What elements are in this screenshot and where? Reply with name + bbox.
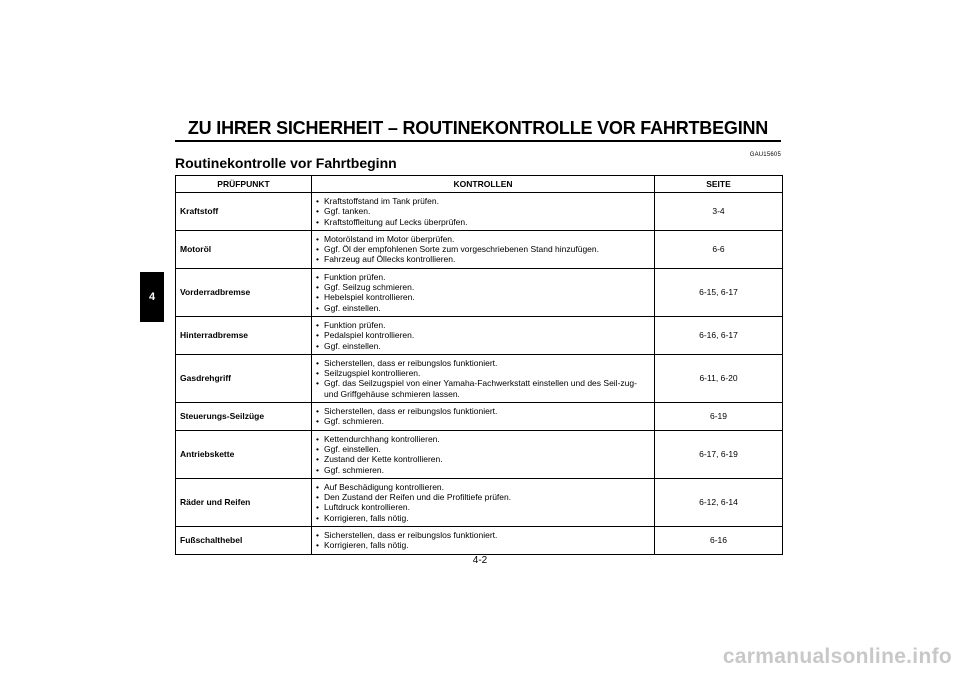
table-header-row	[176, 176, 783, 193]
check-instructions	[312, 268, 655, 316]
table-body	[176, 193, 783, 555]
list-item: • Kettendurchhang kontrollieren.	[316, 434, 650, 444]
page-reference: 6-15, 6-17	[655, 268, 783, 316]
table-row	[176, 316, 783, 354]
list-item: • Sicherstellen, dass er reibungslos funktioniert.	[316, 358, 650, 368]
list-item: • Ggf. tanken.	[316, 206, 650, 216]
list-item: • Pedalspiel kontrollieren.	[316, 330, 650, 340]
check-instructions	[312, 230, 655, 268]
list-item: • Kraftstoffleitung auf Lecks überprüfen.	[316, 217, 650, 227]
list-item: • Funktion prüfen.	[316, 320, 650, 330]
column-header-page: SEITE	[655, 176, 783, 193]
table-row	[176, 193, 783, 231]
instruction-list	[316, 234, 650, 265]
page-reference: 6-17, 6-19	[655, 430, 783, 478]
check-item: Gasdrehgriff	[176, 354, 312, 402]
page-reference: 3-4	[655, 193, 783, 231]
check-instructions	[312, 403, 655, 431]
instruction-list	[316, 320, 650, 351]
list-item: • Luftdruck kontrollieren.	[316, 502, 650, 512]
check-item: Hinterradbremse	[176, 316, 312, 354]
instruction-list	[316, 530, 650, 551]
list-item: • Ggf. schmieren.	[316, 465, 650, 475]
list-item: • Ggf. Seilzug schmieren.	[316, 282, 650, 292]
page-reference: 6-12, 6-14	[655, 478, 783, 526]
instruction-list	[316, 406, 650, 427]
instruction-list	[316, 482, 650, 523]
table-row	[176, 478, 783, 526]
check-item: Steuerungs-Seilzüge	[176, 403, 312, 431]
list-item: • Funktion prüfen.	[316, 272, 650, 282]
list-item: • Den Zustand der Reifen und die Profiltiefe prüfen.	[316, 492, 650, 502]
page-reference: 6-11, 6-20	[655, 354, 783, 402]
list-item: • Ggf. einstellen.	[316, 341, 650, 351]
check-instructions	[312, 316, 655, 354]
section-heading: Routinekontrolle vor Fahrtbeginn	[175, 155, 397, 171]
check-item: Antriebskette	[176, 430, 312, 478]
list-item: • Ggf. das Seilzugspiel von einer Yamaha-Fachwerkstatt einstellen und des Seil-zug- und Griffgehäuse schmieren lassen.	[316, 378, 650, 399]
instruction-list	[316, 272, 650, 313]
table-row	[176, 527, 783, 555]
check-item: Vorderradbremse	[176, 268, 312, 316]
check-instructions	[312, 527, 655, 555]
check-instructions	[312, 354, 655, 402]
list-item: • Ggf. Öl der empfohlenen Sorte zum vorgeschriebenen Stand hinzufügen.	[316, 244, 650, 254]
watermark: carmanualsonline.info	[722, 645, 952, 668]
check-instructions	[312, 430, 655, 478]
check-instructions	[312, 478, 655, 526]
table-row	[176, 430, 783, 478]
list-item: • Zustand der Kette kontrollieren.	[316, 454, 650, 464]
list-item: • Sicherstellen, dass er reibungslos funktioniert.	[316, 530, 650, 540]
list-item: • Hebelspiel kontrollieren.	[316, 292, 650, 302]
column-header-checks: KONTROLLEN	[312, 176, 655, 193]
list-item: • Korrigieren, falls nötig.	[316, 540, 650, 550]
check-item: Kraftstoff	[176, 193, 312, 231]
list-item: • Ggf. einstellen.	[316, 444, 650, 454]
title-rule	[175, 140, 781, 142]
page-number: 4-2	[472, 555, 488, 566]
chapter-tab: 4	[140, 272, 164, 322]
check-item: Motoröl	[176, 230, 312, 268]
page-title: ZU IHRER SICHERHEIT – ROUTINEKONTROLLE VOR FAHRTBEGINN	[187, 118, 769, 138]
table-row	[176, 268, 783, 316]
instruction-list	[316, 434, 650, 475]
list-item: • Ggf. einstellen.	[316, 303, 650, 313]
checklist-table	[175, 175, 783, 555]
column-header-item: PRÜFPUNKT	[176, 176, 312, 193]
table-row	[176, 354, 783, 402]
list-item: • Auf Beschädigung kontrollieren.	[316, 482, 650, 492]
section-code: GAU15605	[749, 152, 781, 158]
list-item: • Ggf. schmieren.	[316, 416, 650, 426]
instruction-list	[316, 358, 650, 399]
check-instructions	[312, 193, 655, 231]
table-row	[176, 230, 783, 268]
list-item: • Motorölstand im Motor überprüfen.	[316, 234, 650, 244]
page-reference: 6-19	[655, 403, 783, 431]
list-item: • Fahrzeug auf Öllecks kontrollieren.	[316, 254, 650, 264]
list-item: • Seilzugspiel kontrollieren.	[316, 368, 650, 378]
page-reference: 6-6	[655, 230, 783, 268]
check-item: Räder und Reifen	[176, 478, 312, 526]
list-item: • Korrigieren, falls nötig.	[316, 513, 650, 523]
list-item: • Sicherstellen, dass er reibungslos funktioniert.	[316, 406, 650, 416]
list-item: • Kraftstoffstand im Tank prüfen.	[316, 196, 650, 206]
check-item: Fußschalthebel	[176, 527, 312, 555]
table-row	[176, 403, 783, 431]
instruction-list	[316, 196, 650, 227]
page-reference: 6-16	[655, 527, 783, 555]
page-reference: 6-16, 6-17	[655, 316, 783, 354]
